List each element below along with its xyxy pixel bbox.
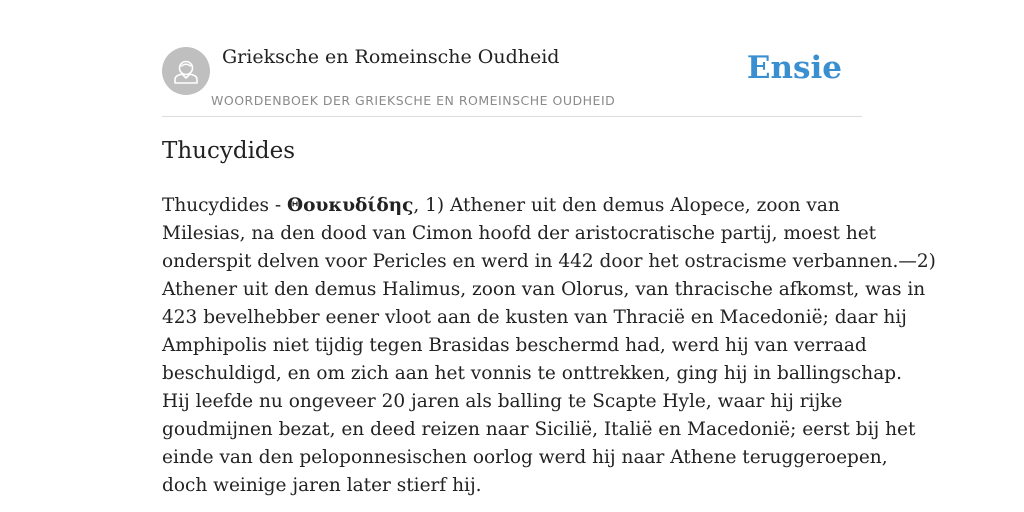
entry-line: beschuldigd, en om zich aan het vonnis te onttrekken, ging hij in ballingschap.	[162, 363, 902, 384]
entry-text: , 1) Athener uit den demus Alopece, zoon van	[413, 195, 840, 216]
avatar[interactable]	[162, 47, 210, 95]
site-subtitle: WOORDENBOEK DER GRIEKSCHE EN ROMEINSCHE OUDHEID	[211, 93, 616, 108]
user-icon	[162, 47, 210, 95]
entry-headword: Thucydides -	[162, 195, 288, 216]
brand-logo[interactable]: Ensie	[746, 50, 842, 86]
entry-line: Hij leefde nu ongeveer 20 jaren als balling te Scapte Hyle, waar hij rijke	[162, 391, 843, 412]
entry-line: 423 bevelhebber eener vloot aan de kusten van Thracië en Macedonië; daar hij	[162, 307, 907, 328]
entry-line: Amphipolis niet tijdig tegen Brasidas beschermd had, werd hij van verraad	[162, 335, 867, 356]
entry-line	[162, 192, 867, 220]
entry-title: Thucydides	[162, 138, 296, 164]
entry-line: goudmijnen bezat, en deed reizen naar Sicilië, Italië en Macedonië; eerst bij het	[162, 419, 916, 440]
entry-line: Milesias, na den dood van Cimon hoofd der aristocratische partij, moest het	[162, 223, 877, 244]
entry-line: einde van den peloponnesischen oorlog werd hij naar Athene teruggeroepen,	[162, 447, 888, 468]
header	[162, 40, 862, 117]
entry-greek-term: Θουκυδίδης	[287, 195, 414, 216]
entry-line: doch weinige jaren later stierf hij.	[162, 475, 482, 496]
site-title[interactable]: Grieksche en Romeinsche Oudheid	[222, 46, 560, 68]
entry-line: onderspit delven voor Pericles en werd in 442 door het ostracisme verbannen.—2)	[162, 251, 936, 272]
entry-body	[162, 192, 936, 500]
entry-line: Athener uit den demus Halimus, zoon van Olorus, van thracische afkomst, was in	[162, 279, 926, 300]
